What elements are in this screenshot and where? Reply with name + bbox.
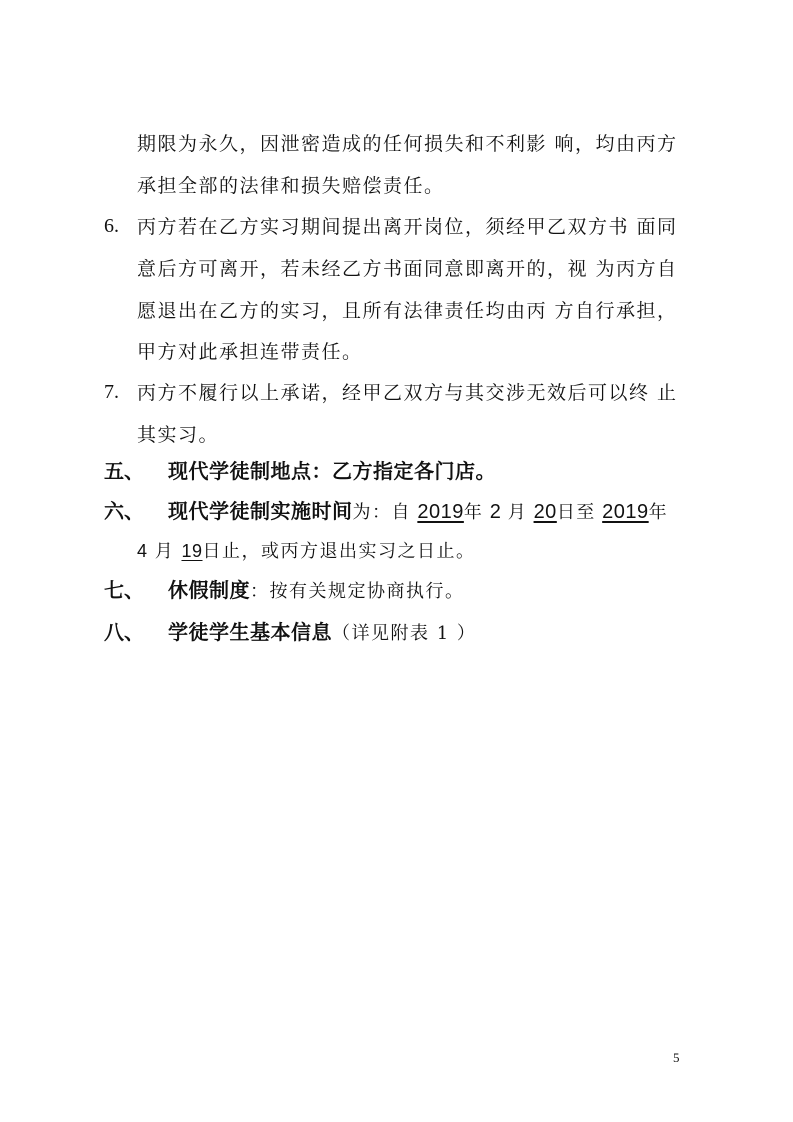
section-7-title: 休假制度 bbox=[168, 578, 250, 602]
start-year: 2019 bbox=[417, 501, 464, 523]
body-line: 承担全部的法律和损失赔偿责任。 bbox=[137, 175, 445, 197]
month-char: 月 bbox=[154, 541, 175, 562]
section-7-line bbox=[168, 578, 465, 604]
section-5-title: 现代学徒制地点：乙方指定各门店。 bbox=[168, 459, 496, 483]
item-6-line: 愿退出在乙方的实习，且所有法律责任均由丙 方自行承担， bbox=[137, 300, 678, 322]
item-6-number: 6. bbox=[104, 215, 119, 237]
item-6-line: 甲方对此承担连带责任。 bbox=[137, 341, 363, 363]
month-char: 月 bbox=[507, 502, 528, 523]
item-7-line: 丙方不履行以上承诺，经甲乙双方与其交涉无效后可以终 止 bbox=[137, 382, 678, 404]
end-day: 19 bbox=[181, 541, 203, 561]
section-7-number: 七、 bbox=[104, 578, 144, 602]
section-8-number: 八、 bbox=[104, 620, 144, 644]
section-5-number: 五、 bbox=[104, 459, 144, 483]
item-7-line: 其实习。 bbox=[137, 424, 220, 446]
section-7-text: ：按有关规定协商执行。 bbox=[250, 581, 465, 602]
page-number: 5 bbox=[673, 1050, 680, 1065]
section-6-continuation bbox=[137, 539, 476, 564]
section-8-line bbox=[168, 620, 476, 646]
end-year: 2019 bbox=[602, 501, 649, 523]
section-8-title: 学徒学生基本信息 bbox=[168, 620, 332, 644]
year-char: 年 bbox=[648, 502, 669, 523]
start-day: 20 bbox=[533, 501, 557, 523]
item-6-line: 意后方可离开，若未经乙方书面同意即离开的，视 为丙方自 bbox=[137, 258, 678, 280]
section-6-number: 六、 bbox=[104, 499, 144, 523]
body-line: 期限为永久，因泄密造成的任何损失和不利影 响，均由丙方 bbox=[137, 133, 678, 155]
section-6-text: 为：自 bbox=[352, 502, 411, 523]
item-7-number: 7. bbox=[104, 381, 119, 403]
section-6-title: 现代学徒制实施时间 bbox=[168, 499, 353, 523]
end-text: 日止，或丙方退出实习之日止。 bbox=[202, 541, 476, 562]
section-8-text: （详见附表 1 ） bbox=[332, 623, 477, 644]
start-month: 2 bbox=[489, 501, 502, 523]
end-month: 4 bbox=[137, 541, 148, 561]
day-to-text: 日至 bbox=[556, 502, 596, 523]
section-6-line bbox=[168, 499, 668, 525]
item-6-line: 丙方若在乙方实习期间提出离开岗位，须经甲乙双方书 面同 bbox=[137, 216, 678, 238]
year-char: 年 bbox=[463, 502, 484, 523]
